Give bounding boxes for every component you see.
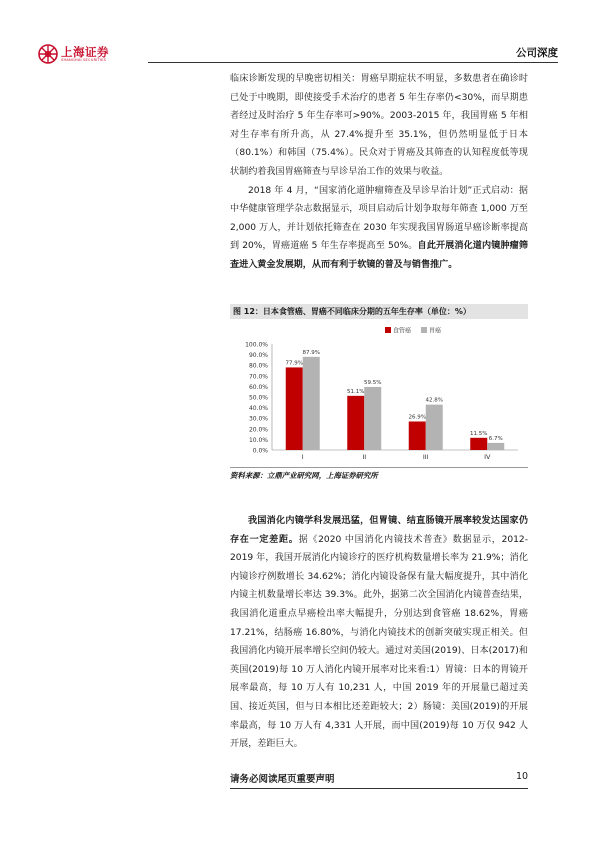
paragraph-screening-text: 2018 年 4 月，“国家消化道肿瘤筛查及早诊早治计划”正式启动：据中华健康管理学杂志数据显示，项目启动后计划争取每年筛查 1,000 万至 2,000 万人，并计划依托筛查在 2030 年实现我国胃肠道早癌诊断率提高到 20%，胃癌道癌 5 年生存率提高至 50%。 [230,185,528,252]
header-divider [148,62,558,63]
bar-value-label: 77.9% [285,360,303,367]
legend-label: 食管癌 [393,327,412,335]
bar-esophageal [470,438,487,450]
legend-swatch [385,327,391,333]
y-tick-label: 0.0% [252,447,268,455]
bar-esophageal [347,396,364,450]
bar-chart-svg [230,320,528,468]
y-tick-label: 30.0% [248,415,268,423]
logo-emblem-icon [38,44,58,64]
bar-esophageal [286,367,303,450]
bar-esophageal [409,421,426,450]
y-tick-label: 20.0% [248,426,268,434]
x-tick-label: III [422,453,429,461]
y-tick-label: 50.0% [248,394,268,402]
figure-divider [230,467,528,468]
figure-title: 图 12：日本食管癌、胃癌不同临床分期的五年生存率（单位：%） [230,304,528,319]
paragraph-endoscopy-text: 据《2020 中国消化内镜技术普查》数据显示，2012-2019 年，我国开展消化内镜诊疗的医疗机构数量增长率为 21.9%；消化内镜诊疗例数增长 34.62%；消化内镜设备保有量大幅度提升，其中消化内镜主机数量增长率达 39.3%。此外，据第二次全国消化内镜普查结果，我国消化道重点早癌检出率大幅提升，分别达到食管癌 18.62%，胃癌 17.21%，结肠癌 16.80%，与消化内镜技术的创新突破实现正相关。但我国消化内镜开展率增长空间仍较大。通过对美国(2019)、日本(2017)和英国(2019)每 10 万人消化内镜开展率对比来看:1）胃镜：日本的胃镜开展率最高，每 10 万人有 10,231 人，中国 2019 年的开展量已超过美国、接近英国，但与日本相比还差距较大；2）肠镜：美国(2019)的开展率最高，每 10 万人有 4,331 人开展，而中国(2019)每 10 万仅 942 人开展，差距巨大。 [230,534,528,750]
company-logo [38,44,109,64]
x-tick-label: II [362,453,367,461]
x-tick-label: I [301,453,304,461]
bar-gastric [487,443,504,450]
page-number: 10 [516,771,529,782]
paragraph-survival: 临床诊断发现的早晚密切相关：胃癌早期症状不明显，多数患者在确诊时已处于中晚期，即使接受手术治疗的患者 5 年生存率仍<30%，而早期患者经过及时治疗 5 年生存率可>90%。2003-2015 年，我国胃癌 5 年相对生存率有所升高，从 27.4%提升至 35.1%，但仍然明显低于日本（80.1%）和韩国（75.4%）。民众对于胃癌及其筛查的认知程度低等现状制约着我国胃癌筛查与早诊早治工作的效果与收益。 [230,74,528,177]
bar-value-label: 26.9% [408,414,426,421]
paragraph-endoscopy-lead: 我国消化内镜学科发展迅猛，但胃镜、结直肠镜开展率较发达国家仍存在一定差距。 [230,516,528,545]
legend-label: 胃癌 [429,327,442,335]
legend-swatch [421,327,427,333]
bar-gastric [426,405,443,450]
paragraph-endoscopy-development [230,512,528,754]
bar-gastric [303,357,320,450]
x-tick-label: IV [484,453,491,461]
paragraph-screening-conclusion: 自此开展消化道内镜肿瘤筛查进入黄金发展期，从而有利于软镜的普及与销售推广。 [230,241,528,270]
y-tick-label: 60.0% [248,383,268,391]
y-tick-label: 70.0% [248,373,268,381]
survival-rate-chart [230,320,528,470]
paragraph-screening-plan [230,182,528,275]
y-tick-label: 90.0% [248,352,268,360]
page-header [38,42,558,68]
y-tick-label: 100.0% [245,341,268,349]
bar-value-label: 11.5% [470,430,488,437]
bar-value-label: 42.8% [425,397,443,404]
logo-name-en: SHANGHAI SECURITIES [61,57,107,62]
bar-gastric [364,387,381,450]
y-tick-label: 40.0% [248,405,268,413]
body-text-top [230,70,528,275]
logo-name-cn: 上海证券 [61,44,109,59]
report-section-label: 公司深度 [516,47,558,59]
figure-source: 资料来源：立鼎产业研究网，上海证券研究所 [230,471,378,480]
body-text-bottom [230,512,528,754]
bar-value-label: 6.7% [488,435,503,442]
bar-value-label: 59.5% [364,379,382,386]
bar-value-label: 87.9% [302,349,320,356]
bar-value-label: 51.1% [347,388,365,395]
disclaimer-note: 请务必阅读尾页重要声明 [230,774,335,785]
y-tick-label: 10.0% [248,436,268,444]
y-tick-label: 80.0% [248,362,268,370]
footer-divider [230,788,528,789]
